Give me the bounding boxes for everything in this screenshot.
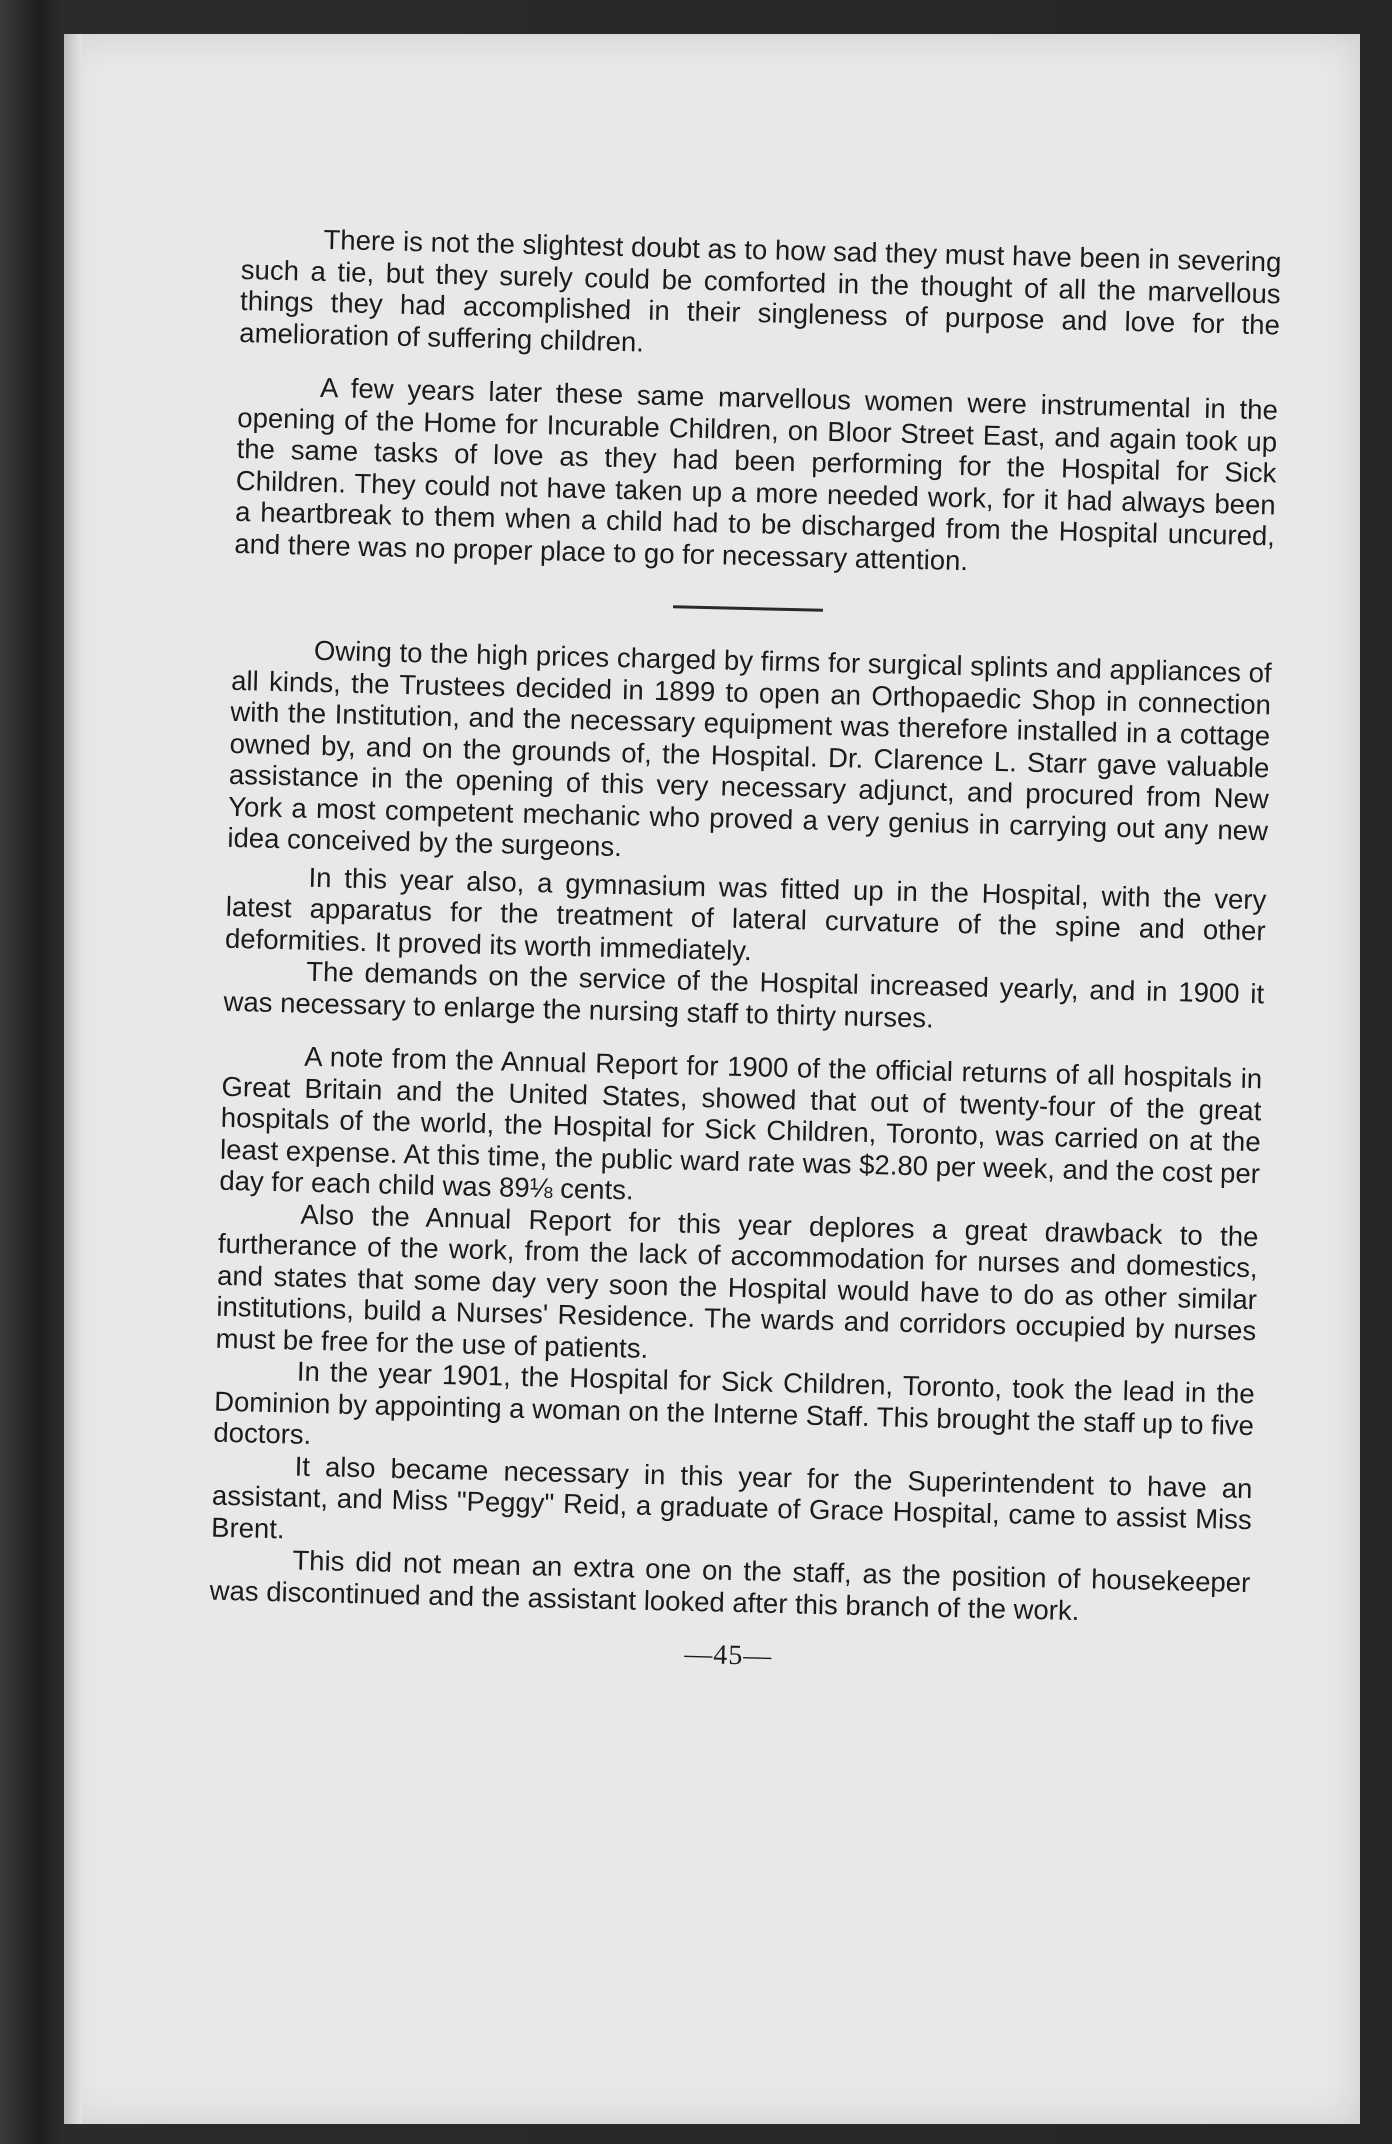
paragraph-9: It also became necessary in this year for the Superintendent to have an assistant, and Miss "Peggy" Reid, a graduate of Grace Hospital, came to assist Miss Brent. (210, 1450, 1253, 1544)
paragraph-6: A note from the Annual Report for 1900 of the official returns of all hospitals in Great Britain and the United States, showed that out of twenty-four of the great hospitals of the world, the Hospital for Sick Children, Toronto, was carried on at the least expense. At this time, the public ward rate was $2.80 per week, and the cost per day for each child was 89⅛ cents. (219, 1040, 1263, 1206)
paragraph-2: A few years later these same marvellous women were instrumental in the opening of the Home for Incurable Children, on Bloor Street East, and again took up the same tasks of love as they had been performing for the Hospital for Sick Children. They could not have taken up a more needed work, for it had always been a heartbreak to them when a child had to be discharged from the Hospital uncured, and there was no proper place to go for necessary attention. (234, 371, 1279, 576)
section-divider (673, 605, 823, 612)
paragraph-3: Owing to the high prices charged by firms for surgical splints and appliances of all kinds, the Trustees decided in 1899 to open an Orthopaedic Shop in connection with the Institution, and the necessary equipment was therefore installed in a cottage owned by, and on the grounds of, the Hospital. Dr. Clarence L. Starr gave valuable assistance in the opening of this very necessary adjunct, and procured from New York a most competent mechanic who proved a very genius in carrying out any new idea conceived by the surgeons. (227, 634, 1273, 863)
page-number: —45— (684, 1638, 773, 1672)
page-gutter (64, 34, 82, 2124)
page-text (208, 222, 1282, 1684)
paragraph-1: There is not the slightest doubt as to how sad they must have been in severing such a tie, but they surely could be comforted in the thought of all the marvellous things they had accomplished in their singleness of purpose and love for the amelioration of suffering children. (239, 223, 1282, 357)
paragraph-7: Also the Annual Report for this year deplores a great drawback to the furtherance of the work, from the lack of accommodation for nurses and domestics, and states that some day very soon the Hospital would have to do as other similar institutions, build a Nurses' Residence. The wards and corridors occupied by nurses must be free for the use of patients. (215, 1198, 1259, 1364)
paragraph-4: In this year also, a gymnasium was fitted up in the Hospital, with the very latest apparatus for the treatment of lateral curvature of the spine and other deformities. It proved its worth immediately. (224, 861, 1267, 966)
book-page (64, 34, 1360, 2124)
paragraph-10: This did not mean an extra one on the staff, as the position of housekeeper was discontinued and the assistant looked after this branch of the work. (209, 1544, 1251, 1626)
paragraph-5: The demands on the service of the Hospital increased yearly, and in 1900 it was necessary to enlarge the nursing staff to thirty nurses. (223, 955, 1265, 1034)
paragraph-8: In the year 1901, the Hospital for Sick Children, Toronto, took the lead in the Dominion by appointing a woman on the Interne Staff. This brought the staff up to five doctors. (213, 1355, 1256, 1450)
